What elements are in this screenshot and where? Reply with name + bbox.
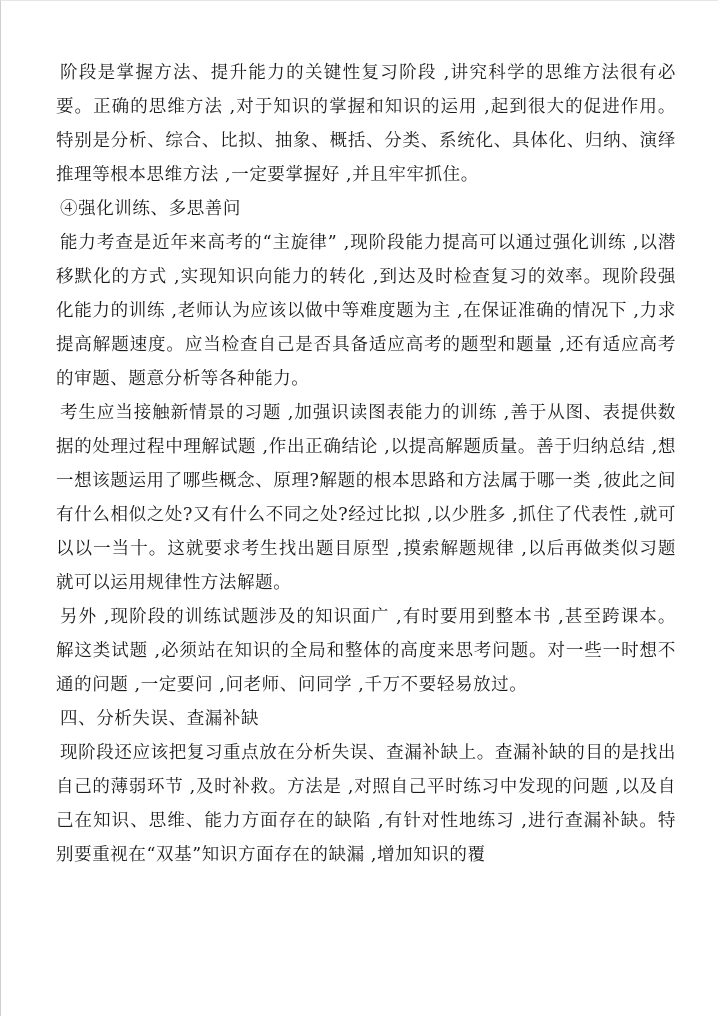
paragraph-ability-assessment: 能力考查是近年来高考的“主旋律” ,现阶段能力提高可以通过强化训练 ,以潜移默化的方式 ,实现知识向能力的转化 ,到达及时检查复习的效率。现阶段强化能力的训练 ,老师认为应该以做中等难度题为主 ,在保证准确的情况下 ,力求提高解题速度。应当检查自己是否具备适应高考的题型和题量 ,还有适应高考的审题、题意分析等各种能力。 [56, 233, 676, 389]
paragraph-thinking-methods: 阶段是掌握方法、提升能力的关键性复习阶段 ,讲究科学的思维方法很有必要。正确的思维方法 ,对于知识的掌握和知识的运用 ,起到很大的促进作用。特别是分析、综合、比拟、抽象、概括、分类、系统化、具体化、归纳、演绎推理等根本思维方法 ,一定要掌握好 ,并且牢牢抓住。 [56, 63, 676, 185]
document-body [56, 56, 676, 872]
paragraph-broad-knowledge: 另外 ,现阶段的训练试题涉及的知识面广 ,有时要用到整本书 ,甚至跨课本。解这类试题 ,必须站在知识的全局和整体的高度来思考问题。对一些一时想不通的问题 ,一定要问 ,问老师、问同学 ,千万不要轻易放过。 [56, 607, 676, 695]
section-heading-analyze-mistakes: 四、分析失误、查漏补缺 [60, 709, 260, 729]
paragraph-new-scenarios: 考生应当接触新情景的习题 ,加强识读图表能力的训练 ,善于从图、表提供数据的处理过程中理解试题 ,作出正确结论 ,以提高解题质量。善于归纳总结 ,想一想该题运用了哪些概念、原理?解题的根本思路和方法属于哪一类 ,彼此之间有什么相似之处?又有什么不同之处?经过比拟 ,以少胜多 ,抓住了代表性 ,就可以以一当十。这就要求考生找出题目原型 ,摸索解题规律 ,以后再做类似习题就可以运用规律性方法解题。 [56, 403, 676, 593]
section-heading-intensive-training: ④强化训练、多思善问 [60, 199, 241, 219]
paragraph-fill-gaps: 现阶段还应该把复习重点放在分析失误、查漏补缺上。查漏补缺的目的是找出自己的薄弱环节 ,及时补救。方法是 ,对照自己平时练习中发现的问题 ,以及自己在知识、思维、能力方面存在的缺陷 ,有针对性地练习 ,进行查漏补缺。特别要重视在“双基”知识方面存在的缺漏 ,增加知识的覆 [56, 743, 676, 865]
